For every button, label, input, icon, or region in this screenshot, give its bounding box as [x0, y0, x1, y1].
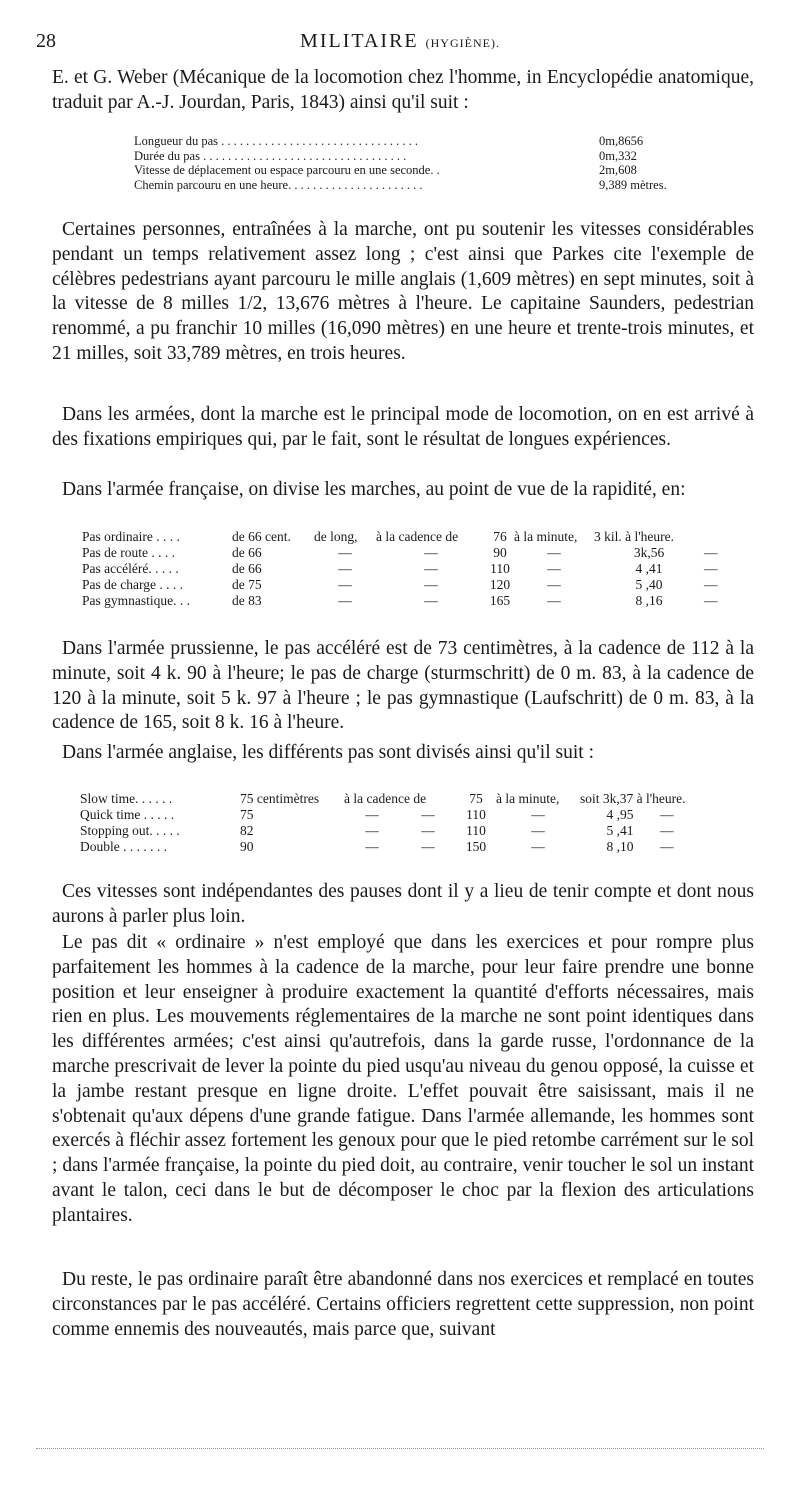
- table-cell: 110: [490, 561, 510, 576]
- ditto-mark: —: [365, 839, 379, 854]
- weber-row: [134, 163, 674, 178]
- table-cell: —: [704, 593, 718, 608]
- table-cell: [344, 839, 456, 855]
- table-cell: —: [547, 593, 561, 608]
- table-cell: Quick time . . . . .: [80, 807, 175, 822]
- paragraph-weber-intro: E. et G. Weber (Mécanique de la locomotion chez l'homme, in Encyclopédie anatomique, traduit par A.-J. Jourdan, Paris, 1843) ainsi qu'il suit :: [52, 67, 754, 113]
- table-cell: [344, 807, 456, 823]
- table-cell: Slow time. . . . . .: [80, 791, 173, 806]
- table-row: [80, 823, 728, 839]
- ditto-mark: —: [421, 839, 435, 854]
- footer-divider: [36, 1448, 764, 1449]
- weber-measurements-table: [134, 134, 674, 192]
- table-cell: —: [704, 545, 718, 560]
- table-cell: 150: [465, 839, 487, 854]
- table-cell: de 75: [232, 577, 262, 592]
- table-cell: —: [547, 577, 561, 592]
- table-cell: —: [704, 561, 718, 576]
- table-cell: —: [531, 807, 545, 822]
- weber-row-value: 9,389 mètres.: [599, 177, 667, 192]
- table-cell: Pas de charge . . . .: [82, 577, 183, 592]
- weber-row: [134, 134, 674, 149]
- weber-row-value: 2m,608: [599, 163, 637, 177]
- table-cell: Pas accéléré. . . . .: [82, 561, 179, 576]
- table-row: [82, 577, 722, 593]
- weber-row-label: Durée du pas . . . . . . . . . . . . . . . . . . . . . . . . . . . . . . . . .: [134, 148, 407, 163]
- table-cell: 90: [240, 839, 254, 854]
- table-cell: à la minute,: [514, 529, 578, 544]
- table-row: [80, 807, 728, 823]
- running-title: [36, 30, 764, 53]
- table-cell: de 66: [232, 545, 262, 560]
- table-row: [82, 593, 722, 609]
- table-cell: —: [531, 839, 545, 854]
- weber-row: [134, 178, 674, 193]
- ditto-mark: —: [421, 823, 435, 838]
- running-header: [36, 30, 764, 58]
- speed-value: 8 ,10: [606, 839, 634, 854]
- table-cell: 110: [466, 807, 486, 822]
- table-cell: à la cadence de: [376, 529, 459, 544]
- table-cell: Pas gymnastique. . .: [82, 593, 190, 608]
- table-cell: Stopping out. . . . .: [80, 823, 180, 838]
- running-title-sub: (HYGIÈNE).: [425, 36, 500, 50]
- table-cell: 110: [466, 823, 486, 838]
- ditto-mark: —: [421, 807, 435, 822]
- table-cell: de long,: [314, 529, 358, 544]
- table-cell: soit 3k,37 à l'heure.: [580, 791, 686, 806]
- table-cell: de 66: [232, 561, 262, 576]
- table-cell: 4 ,41: [635, 561, 663, 576]
- paragraph-pauses: Ces vitesses sont indépendantes des pauses dont il y a lieu de tenir compte et dont nous aurons à parler plus loin.: [52, 881, 754, 927]
- table-cell: [580, 839, 728, 855]
- table-cell: —: [531, 823, 545, 838]
- ditto-mark: —: [365, 807, 379, 822]
- table-cell: —: [338, 561, 352, 576]
- english-march-table: [80, 791, 728, 855]
- table-cell: 8 ,16: [635, 593, 663, 608]
- paragraph-armies: Dans les armées, dont la marche est le principal mode de locomotion, on en est arrivé à des fixations empiriques qui, par le fait, sont le résultat de longues expériences.: [52, 404, 754, 450]
- paragraph-pedestrians: Certaines personnes, entraînées à la marche, ont pu soutenir les vitesses considérables pendant un temps relativement assez long ; c'est ainsi que Parkes cite l'exemple de célèbres pedestrians ayant parcouru le mille anglais (1,609 mètres) en sept minutes, soit à la vitesse de 8 milles 1/2, 13,676 mètres à l'heure. Le capitaine Saunders, pedestrian renommé, a pu franchir 10 milles (16,090 mètres) en une heure et trente-trois minutes, et 21 milles, soit 33,789 mètres, en trois heures.: [52, 219, 754, 364]
- weber-row-value: 0m,8656: [599, 134, 644, 148]
- table-cell: [580, 807, 728, 823]
- table-cell: —: [338, 593, 352, 608]
- table-cell: —: [424, 577, 438, 592]
- weber-row-label: Vitesse de déplacement ou espace parcouru en une seconde. .: [134, 163, 440, 177]
- table-cell: à la cadence de: [344, 791, 427, 806]
- paragraph-conclusion: Du reste, le pas ordinaire paraît être abandonné dans nos exercices et remplacé en toutes circonstances par le pas accéléré. Certains officiers regrettent cette suppression, non point comme ennemis des nouveautés, mais parce que, suivant: [52, 1269, 754, 1340]
- table-cell: —: [424, 561, 438, 576]
- table-cell: —: [338, 577, 352, 592]
- table-cell: 75: [469, 791, 483, 806]
- weber-row: [134, 149, 674, 164]
- table-cell: —: [547, 561, 561, 576]
- ditto-mark: —: [660, 823, 674, 838]
- weber-row-value: 0m,332: [599, 148, 637, 163]
- table-cell: de 66 cent.: [232, 529, 291, 544]
- table-cell: 75 centimètres: [240, 791, 320, 806]
- running-title-main: MILITAIRE: [300, 30, 419, 52]
- table-row: [82, 545, 722, 561]
- weber-row-label: Chemin parcouru en une heure. . . . . . . . . . . . . . . . . . . . . .: [134, 177, 423, 192]
- table-cell: —: [424, 593, 438, 608]
- paragraph-prussian-army: Dans l'armée prussienne, le pas accéléré est de 73 centimètres, à la cadence de 112 à la minute, soit 4 k. 90 à l'heure; le pas de charge (sturmschritt) de 0 m. 83, à la cadence de 120 à la minute, soit 5 k. 97 à l'heure ; le pas gymnastique (Laufschritt) de 0 m. 83, à la cadence de 165, soit 8 k. 16 à l'heure.: [52, 638, 754, 734]
- table-row: [80, 791, 728, 807]
- ditto-mark: —: [365, 823, 379, 838]
- table-cell: 75: [240, 807, 254, 822]
- paragraph-ordinary-step: Le pas dit « ordinaire » n'est employé que dans les exercices et pour rompre plus parfaitement les hommes à la cadence de la marche, pour leur faire prendre une bonne position et leur enseigner à produire exactement la quantité d'efforts nécessaires, mais rien en plus. Les mouvements réglementaires de la marche ne sont point identiques dans les différentes armées; c'est ainsi qu'autrefois, dans la garde russe, l'ordonnance de la marche prescrivait de lever la pointe du pied usqu'au niveau du genou opposé, la cuisse et la jambe restant presque en ligne droite. L'effet pouvait être saisissant, mais il ne s'obtenait qu'aux dépens d'une grande fatigue. Dans l'armée allemande, les hommes sont exercés à fléchir assez fortement les genoux pour que le pied retombe carrément sur le sol ; dans l'armée française, la pointe du pied doit, au contraire, venir toucher le sol un instant avant le talon, ceci dans le but de décomposer le choc par la flexion des articulations plantaires.: [52, 932, 754, 1226]
- paragraph-french-army: Dans l'armée française, on divise les marches, au point de vue de la rapidité, en:: [62, 479, 686, 500]
- table-cell: —: [704, 577, 718, 592]
- table-cell: 76: [493, 529, 507, 544]
- table-cell: de 83: [232, 593, 262, 608]
- table-cell: Pas ordinaire . . . .: [82, 529, 180, 544]
- table-cell: Pas de route . . . .: [82, 545, 175, 560]
- table-cell: Double . . . . . . .: [80, 839, 167, 854]
- table-cell: 3 kil. à l'heure.: [594, 529, 675, 544]
- table-cell: 82: [240, 823, 254, 838]
- table-cell: 120: [489, 577, 511, 592]
- table-cell: —: [424, 545, 438, 560]
- ditto-mark: —: [660, 839, 674, 854]
- table-row: [82, 529, 722, 545]
- paragraph-english-army: Dans l'armée anglaise, les différents pas sont divisés ainsi qu'il suit :: [62, 742, 594, 763]
- table-cell: à la minute,: [496, 791, 560, 806]
- table-cell: [580, 823, 728, 839]
- speed-value: 5 ,41: [606, 823, 634, 838]
- table-cell: [704, 529, 722, 545]
- ditto-mark: —: [660, 807, 674, 822]
- table-row: [82, 561, 722, 577]
- table-cell: 90: [493, 545, 507, 560]
- table-cell: [344, 823, 456, 839]
- weber-row-label: Longueur du pas . . . . . . . . . . . . . . . . . . . . . . . . . . . . . . . .: [134, 134, 419, 148]
- french-march-table: [82, 529, 722, 609]
- table-cell: —: [547, 545, 561, 560]
- table-cell: 165: [489, 593, 511, 608]
- speed-value: 4 ,95: [606, 807, 634, 822]
- table-cell: —: [338, 545, 352, 560]
- page-number: 28: [36, 30, 56, 52]
- table-cell: 3k,56: [633, 545, 665, 560]
- table-cell: 5 ,40: [635, 577, 663, 592]
- table-row: [80, 839, 728, 855]
